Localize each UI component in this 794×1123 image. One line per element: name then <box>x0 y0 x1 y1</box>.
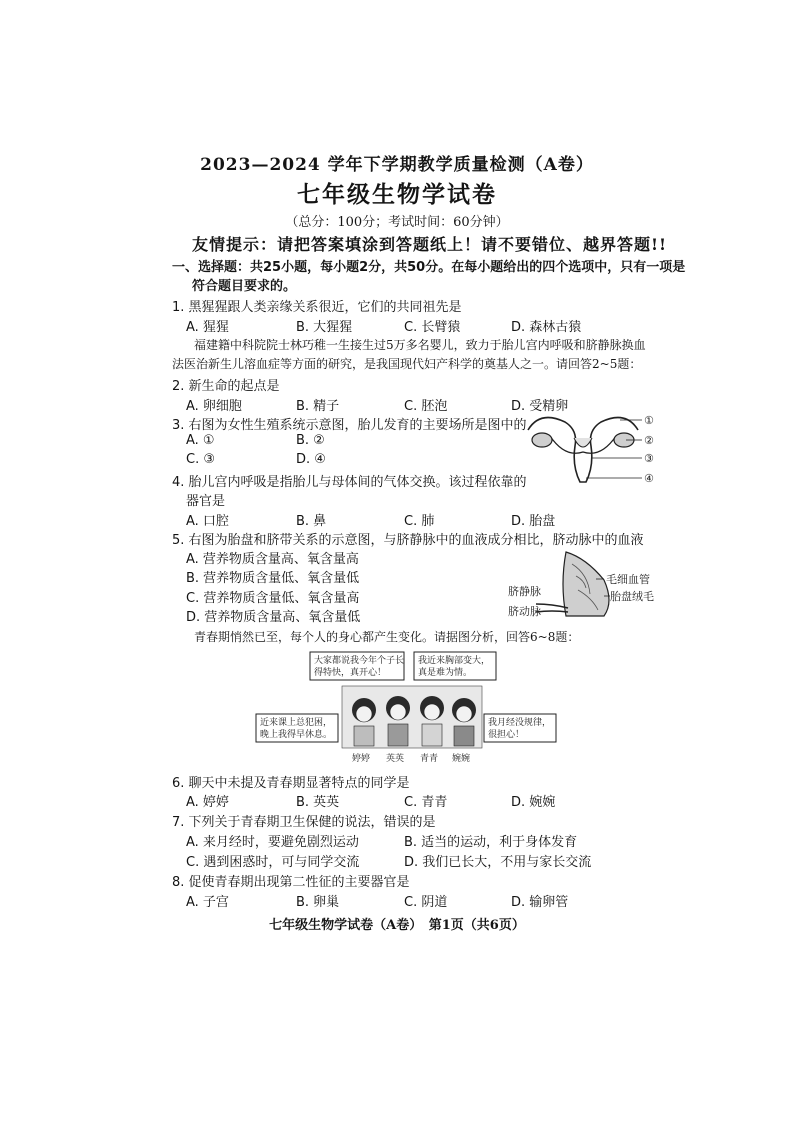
label-villi: 胎盘绒毛 <box>610 590 654 603</box>
bubble-3-line-2: 晚上我得早休息。 <box>260 730 333 740</box>
bubble-2-line-2: 真是难为情。 <box>418 668 473 678</box>
question-3-option-d: D. ④ <box>296 452 326 467</box>
question-3-option-c: C. ③ <box>186 452 215 467</box>
passage-1-line-2: 法医治新生儿溶血症等方面的研究，是我国现代妇产科学的奠基人之一。请回答2~5题： <box>172 357 642 371</box>
question-1-stem: 1. 黑猩猩跟人类亲缘关系很近，它们的共同祖先是 <box>172 300 462 315</box>
question-7-option-b: B. 适当的运动，利于身体发育 <box>404 835 578 850</box>
question-2-option-d: D. 受精卵 <box>511 399 569 414</box>
name-tingting: 婷婷 <box>352 754 371 764</box>
label-capillary: 毛细血管 <box>606 573 650 586</box>
exam-meta: （总分：100分；考试时间：60分钟） <box>285 215 509 230</box>
question-2-stem: 2. 新生命的起点是 <box>172 379 280 394</box>
question-4-stem-cont: 器官是 <box>186 494 226 509</box>
question-4-option-c: C. 肺 <box>404 514 435 529</box>
question-6-option-d: D. 婉婉 <box>511 795 556 810</box>
question-5-option-b: B. 营养物质含量低、氧含量低 <box>186 571 360 586</box>
question-5-option-c: C. 营养物质含量低、氧含量高 <box>186 591 360 606</box>
question-5-option-a: A. 营养物质含量高、氧含量高 <box>186 552 359 567</box>
question-8-option-c: C. 阴道 <box>404 895 448 910</box>
question-7-option-a: A. 来月经时，要避免剧烈运动 <box>186 835 359 850</box>
exam-title: 2023—2024 学年下学期教学质量检测（A卷） <box>200 155 594 175</box>
question-2-option-a: A. 卵细胞 <box>186 399 242 414</box>
question-8-option-b: B. 卵巢 <box>296 895 340 910</box>
passage-1-line-1: 福建籍中科院院士林巧稚一生接生过5万多名婴儿，致力于胎儿宫内呼吸和脐静脉换血 <box>194 338 646 352</box>
exam-subject: 七年级生物学试卷 <box>297 181 497 208</box>
name-qingqing: 青青 <box>420 754 439 764</box>
question-3-option-b: B. ② <box>296 433 325 448</box>
bubble-4-line-2: 很担心！ <box>488 730 525 740</box>
question-7-option-d: D. 我们已长大，不用与家长交流 <box>404 855 592 870</box>
question-3-option-a: A. ① <box>186 433 215 448</box>
bubble-1-line-1: 大家都说我今年个子长 <box>314 656 405 666</box>
question-8-option-d: D. 输卵管 <box>511 895 569 910</box>
question-4-option-d: D. 胎盘 <box>511 514 556 529</box>
name-wanwan: 婉婉 <box>452 754 471 764</box>
question-6-stem: 6. 聊天中未提及青春期显著特点的同学是 <box>172 776 410 791</box>
section-heading: 一、选择题：共25小题，每小题2分，共50分。在每小题给出的四个选项中，只有一项是 <box>172 260 686 275</box>
passage-2: 青春期悄然已至，每个人的身心都产生变化。请据图分析，回答6~8题： <box>194 630 580 644</box>
question-4-option-b: B. 鼻 <box>296 514 327 529</box>
figure-label-4: ④ <box>644 472 654 485</box>
page-footer: 七年级生物学试卷（A卷） 第1页（共6页） <box>269 918 525 933</box>
name-yingying: 英英 <box>386 754 405 764</box>
comic-figure <box>254 650 560 766</box>
question-1-option-c: C. 长臂猿 <box>404 320 461 335</box>
bubble-4-line-1: 我月经没规律， <box>488 718 552 728</box>
question-5-option-d: D. 营养物质含量高、氧含量低 <box>186 610 361 625</box>
bubble-1-line-2: 得特快，真开心！ <box>314 668 387 678</box>
question-7-option-c: C. 遇到困惑时，可与同学交流 <box>186 855 360 870</box>
question-5-stem: 5. 右图为胎盘和脐带关系的示意图，与脐静脉中的血液成分相比，脐动脉中的血液 <box>172 533 644 548</box>
figure-label-1: ① <box>644 414 654 427</box>
question-1-option-d: D. 森林古猿 <box>511 320 582 335</box>
question-8-stem: 8. 促使青春期出现第二性征的主要器官是 <box>172 875 410 890</box>
question-2-option-b: B. 精子 <box>296 399 340 414</box>
question-1-option-a: A. 猩猩 <box>186 320 229 335</box>
label-umbilical-artery: 脐动脉 <box>508 605 541 618</box>
question-4-option-a: A. 口腔 <box>186 514 229 529</box>
question-4-stem: 4. 胎儿宫内呼吸是指胎儿与母体间的气体交换。该过程依靠的 <box>172 475 527 490</box>
question-6-option-c: C. 青青 <box>404 795 448 810</box>
placenta-figure <box>506 550 666 622</box>
bubble-2-line-1: 我近来胸部变大， <box>418 656 491 666</box>
question-3-stem: 3. 右图为女性生殖系统示意图，胎儿发育的主要场所是图中的 <box>172 418 527 433</box>
question-6-option-b: B. 英英 <box>296 795 340 810</box>
question-8-option-a: A. 子宫 <box>186 895 229 910</box>
section-heading-cont: 符合题目要求的。 <box>192 279 297 294</box>
question-1-option-b: B. 大猩猩 <box>296 320 353 335</box>
figure-label-2: ② <box>644 434 654 447</box>
figure-label-3: ③ <box>644 452 654 465</box>
bubble-3-line-1: 近来课上总犯困， <box>260 718 333 728</box>
label-umbilical-vein: 脐静脉 <box>508 585 541 598</box>
question-6-option-a: A. 婷婷 <box>186 795 229 810</box>
reproductive-system-figure <box>520 408 660 488</box>
question-2-option-c: C. 胚泡 <box>404 399 448 414</box>
question-7-stem: 7. 下列关于青春期卫生保健的说法，错误的是 <box>172 815 436 830</box>
friendly-tip: 友情提示：请把答案填涂到答题纸上！请不要错位、越界答题!! <box>192 235 668 254</box>
